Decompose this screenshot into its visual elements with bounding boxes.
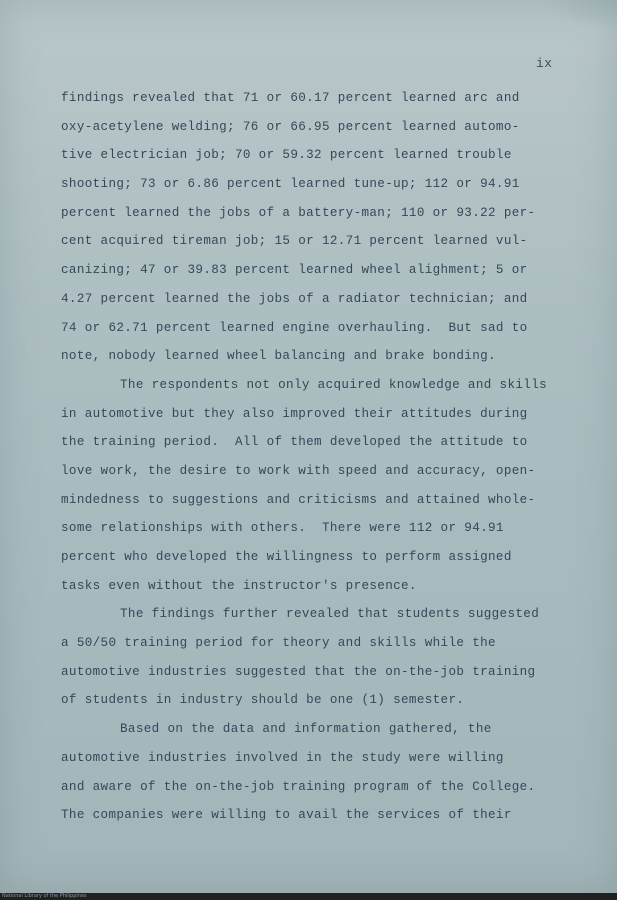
text-line: some relationships with others. There were 112 or 94.91: [61, 521, 504, 536]
footer-label: National Library of the Philippines: [2, 893, 87, 899]
text-line: cent acquired tireman job; 15 or 12.71 percent learned vul-: [61, 234, 528, 249]
page-stain: [537, 0, 617, 30]
text-line: automotive industries involved in the study were willing: [61, 750, 504, 765]
text-line: The companies were willing to avail the services of their: [61, 808, 512, 823]
text-line: percent learned the jobs of a battery-man; 110 or 93.22 per-: [61, 205, 536, 220]
text-line: 74 or 62.71 percent learned engine overhauling. But sad to: [61, 320, 528, 335]
text-line: canizing; 47 or 39.83 percent learned wheel alighment; 5 or: [61, 263, 528, 278]
text-line: 4.27 percent learned the jobs of a radiator technician; and: [61, 291, 528, 306]
paragraph-start-line: Based on the data and information gathered, the: [120, 722, 492, 737]
paragraph-start-line: The findings further revealed that students suggested: [120, 607, 540, 622]
text-line: tasks even without the instructor's presence.: [61, 578, 417, 593]
scan-footer-bar: [0, 893, 617, 900]
body-text: [61, 84, 581, 830]
paragraph-start-line: The respondents not only acquired knowledge and skills: [120, 377, 548, 392]
text-line: of students in industry should be one (1) semester.: [61, 693, 465, 708]
text-line: love work, the desire to work with speed and accuracy, open-: [61, 463, 536, 478]
text-line: and aware of the on-the-job training program of the College.: [61, 779, 536, 794]
text-line: a 50/50 training period for theory and skills while the: [61, 636, 496, 651]
text-line: in automotive but they also improved their attitudes during: [61, 406, 528, 421]
text-line: percent who developed the willingness to perform assigned: [61, 550, 512, 564]
text-line: the training period. All of them developed the attitude to: [61, 435, 528, 450]
text-line: findings revealed that 71 or 60.17 percent learned arc and: [61, 91, 520, 105]
text-line: mindedness to suggestions and criticisms and attained whole-: [61, 492, 536, 507]
text-line: oxy-acetylene welding; 76 or 66.95 percent learned automo-: [61, 119, 520, 134]
text-line: note, nobody learned wheel balancing and brake bonding.: [61, 349, 496, 364]
page-number: ix: [536, 56, 553, 71]
text-line: tive electrician job; 70 or 59.32 percent learned trouble: [61, 148, 512, 163]
text-line: shooting; 73 or 6.86 percent learned tune-up; 112 or 94.91: [61, 177, 520, 192]
text-line: automotive industries suggested that the on-the-job training: [61, 664, 536, 679]
